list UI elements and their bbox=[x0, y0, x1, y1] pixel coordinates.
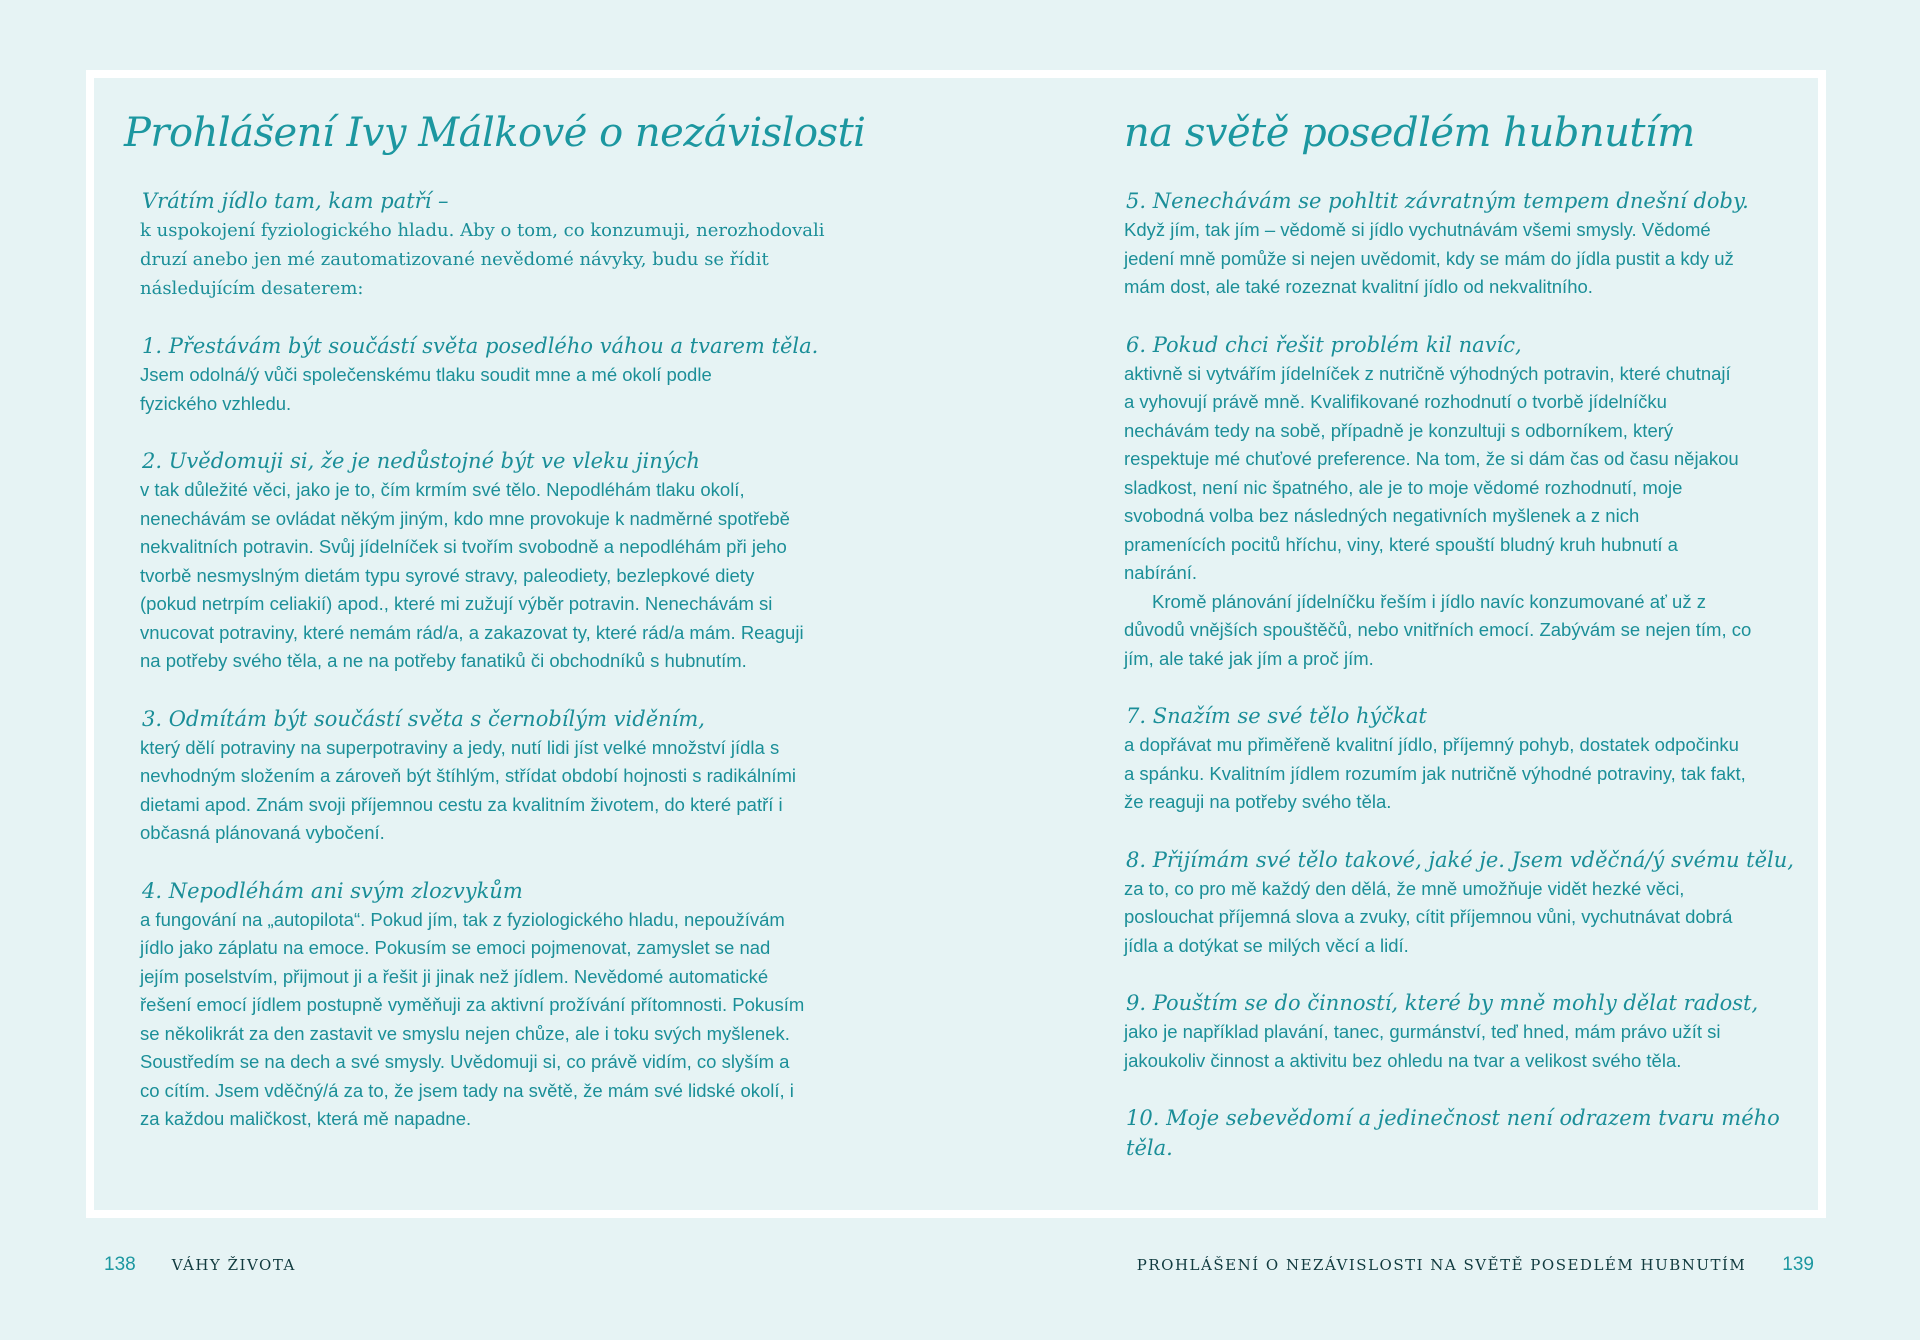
running-head-right: PROHLÁŠENÍ O NEZÁVISLOSTI NA SVĚTĚ POSEDLÉM HUBNUTÍM bbox=[1136, 1256, 1747, 1274]
item-body: aktivně si vytvářím jídelníček z nutričně výhodných potravin, které chutnají a vyhovují právě mně. Kvalifikované rozhodnutí o tvorbě jídelníčku nechávám tedy na sobě, případně je konzultuji s odborníkem, který respektuje mé chuťové preference. Na tom, že si dám čas od času nějakou sladkost, není nic špatného, ale je to moje vědomé rozhodnutí, moje svobodná volba bez následných negativních myšlenek a z nich pramenících pocitů hříchu, viny, které spouští bludný kruh hubnutí a nabírání. bbox=[1124, 362, 1739, 583]
declaration-item-8 bbox=[1124, 845, 1824, 961]
left-column bbox=[140, 186, 940, 1134]
right-column bbox=[1124, 186, 1824, 1163]
left-page-footer bbox=[104, 1254, 296, 1276]
running-head-left: VÁHY ŽIVOTA bbox=[171, 1256, 296, 1274]
declaration-item-7 bbox=[1124, 701, 1824, 817]
declaration-item-6 bbox=[1124, 330, 1824, 674]
item-heading: 6. Pokud chci řešit problém kil navíc, bbox=[1126, 332, 1522, 357]
right-page-footer bbox=[1137, 1254, 1814, 1276]
intro-lead: Vrátím jídlo tam, kam patří – bbox=[142, 189, 449, 213]
item-heading: 4. Nepodléhám ani svým zlozvykům bbox=[142, 878, 523, 903]
item-body: v tak důležité věci, jako je to, čím krmím své tělo. Nepodléhám tlaku okolí, nenechávám se ovládat někým jiným, kdo mne provokuje k nadměrné spotřebě nekvalitních potravin. Svůj jídelníček si tvořím svobodně a nepodléhám při jeho tvorbě nesmyslným dietám typu syrové stravy, paleodiety, bezlepkové diety (pokud netrpím celiakií) apod., které mi zužují výběr potravin. Nenechávám si vnucovat potraviny, které nemám rád/a, a zakazovat ty, které rád/a mám. Reaguji na potřeby svého těla, a ne na potřeby fanatiků či obchodníků s hubnutím. bbox=[140, 479, 804, 671]
declaration-item-2 bbox=[140, 446, 940, 676]
item-body: který dělí potraviny na superpotraviny a jedy, nutí lidi jíst velké množství jídla s nevhodným složením a zároveň být štíhlým, střídat období hojnosti s radikálními dietami apod. Znám svoji příjemnou cestu za kvalitním životem, do které patří i občasná plánovaná vybočení. bbox=[140, 736, 797, 843]
item-body-second-paragraph: Kromě plánování jídelníčku řeším i jídlo navíc konzumované ať už z důvodů vnějších spouštěčů, nebo vnitřních emocí. Zabývám se nejen tím, co jím, ale také jak jím a proč jím. bbox=[1124, 590, 1752, 669]
item-body: Jsem odolná/ý vůči společenskému tlaku soudit mne a mé okolí podle fyzického vzhledu. bbox=[140, 364, 712, 414]
item-heading: 10. Moje sebevědomí a jedinečnost není odrazem tvaru mého těla. bbox=[1126, 1106, 1780, 1160]
item-heading: 5. Nenechávám se pohltit závratným tempem dnešní doby. bbox=[1126, 189, 1749, 213]
item-body: jako je například plavání, tanec, gurmánství, teď hned, mám právo užít si jakoukoliv činnost a aktivitu bez ohledu na tvar a velikost svého těla. bbox=[1124, 1021, 1721, 1071]
item-body: Když jím, tak jím – vědomě si jídlo vychutnávám všemi smysly. Vědomé jedení mně pomůže si nejen uvědomit, kdy se mám do jídla pustit a kdy už mám dost, ale také rozeznat kvalitní jídlo od nekvalitního. bbox=[1124, 219, 1734, 297]
declaration-item-5 bbox=[1124, 186, 1824, 302]
declaration-item-9 bbox=[1124, 988, 1824, 1075]
declaration-item-1 bbox=[140, 331, 940, 418]
item-body: a dopřávat mu přiměřeně kvalitní jídlo, příjemný pohyb, dostatek odpočinku a spánku. Kvalitním jídlem rozumím jak nutričně výhodné potraviny, tak fakt, že reaguji na potřeby svého těla. bbox=[1124, 734, 1746, 812]
item-heading: 7. Snažím se své tělo hýčkat bbox=[1126, 704, 1427, 728]
item-heading: 9. Pouštím se do činností, které by mně mohly dělat radost, bbox=[1126, 991, 1759, 1015]
intro-body: k uspokojení fyziologického hladu. Aby o tom, co konzumuji, nerozhodovali druzí anebo jen mé zautomatizované nevědomé návyky, budu se řídit následujícím desaterem: bbox=[140, 220, 825, 299]
book-spread bbox=[86, 70, 1826, 1218]
left-page-title: Prohlášení Ivy Málkové o nezávislosti bbox=[124, 110, 866, 156]
right-page-title: na světě posedlém hubnutím bbox=[1124, 110, 1695, 156]
item-body: za to, co pro mě každý den dělá, že mně umožňuje vidět hezké věci, poslouchat příjemná slova a zvuky, cítit příjemnou vůni, vychutnávat dobrá jídla a dotýkat se milých věcí a lidí. bbox=[1124, 877, 1733, 956]
declaration-item-4 bbox=[140, 876, 940, 1134]
item-heading: 2. Uvědomuji si, že je nedůstojné být ve vleku jiných bbox=[142, 449, 700, 473]
page-number-left: 138 bbox=[104, 1254, 136, 1275]
declaration-item-10 bbox=[1124, 1103, 1824, 1163]
item-heading: 1. Přestávám být součástí světa posedlého váhou a tvarem těla. bbox=[142, 334, 819, 358]
item-heading: 8. Přijímám své tělo takové, jaké je. Jsem vděčná/ý svému tělu, bbox=[1126, 847, 1794, 872]
declaration-item-3 bbox=[140, 704, 940, 848]
item-body: a fungování na „autopilota“. Pokud jím, tak z fyziologického hladu, nepoužívám jídlo jako záplatu na emoce. Pokusím se emoci pojmenovat, zamyslet se nad jejím poselstvím, přijmout ji a řešit ji jinak než jídlem. Nevědomé automatické řešení emocí jídlem postupně vyměňuji za aktivní prožívání přítomnosti. Pokusím se několikrát za den zastavit ve smyslu nejen chůze, ale i toku svých myšlenek. Soustředím se na dech a své smysly. Uvědomuji si, co právě vidím, co slyším a co cítím. Jsem vděčný/á za to, že jsem tady na světě, že mám své lidské okolí, i za každou maličkost, která mě napadne. bbox=[140, 908, 805, 1129]
page-number-right: 139 bbox=[1782, 1254, 1814, 1275]
item-heading: 3. Odmítám být součástí světa s černobílým viděním, bbox=[142, 706, 705, 731]
